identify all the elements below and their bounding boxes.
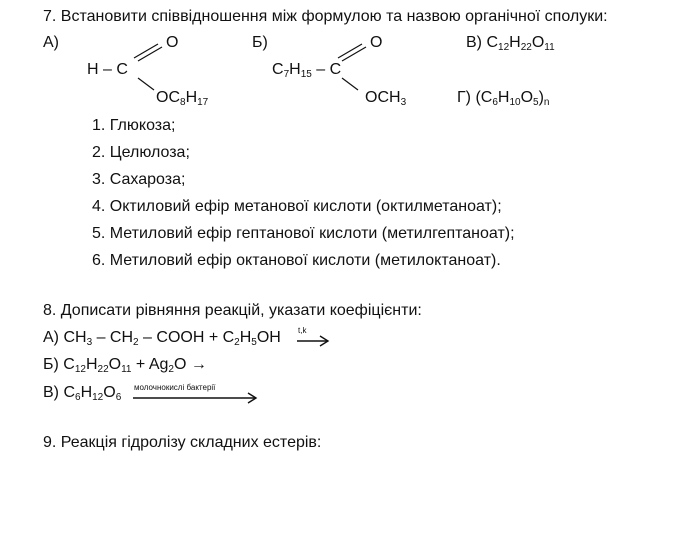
q7-a-oxygen: O bbox=[166, 34, 179, 51]
q7-v-formula: В) $C_{12}H_{22}O_{11}$ bbox=[466, 34, 555, 53]
q7-option-6: 6. Метиловий ефір октанової кислоти (метилоктаноат). bbox=[92, 252, 501, 269]
q7-b-label: Б) bbox=[252, 34, 268, 51]
q7-b-oxygen: O bbox=[370, 34, 383, 51]
q8-a-arrow-icon bbox=[296, 334, 332, 348]
q9-title: 9. Реакція гідролізу складних естерів: bbox=[43, 434, 322, 451]
q7-g-formula: Г) $(C_6H_{10}O_5)_n$ bbox=[457, 89, 550, 108]
q8-title: 8. Дописати рівняння реакцій, указати коефіцієнти: bbox=[43, 302, 422, 319]
q7-option-2: 2. Целюлоза; bbox=[92, 144, 190, 161]
q8-a-equation: А) $CH_3 - CH_2$ – COOH + $C_2H_5OH$ bbox=[43, 329, 281, 348]
q8-b-equation: Б) $C_{12}H_{22}O_{11} + Ag_2O$ → bbox=[43, 356, 207, 375]
q8-v-equation: В) $C_6H_{12}O_6$ bbox=[43, 384, 122, 403]
q7-option-5: 5. Метиловий ефір гептанової кислоти (метилгептаноат); bbox=[92, 225, 515, 242]
q7-option-4: 4. Октиловий ефір метанової кислоти (октилметаноат); bbox=[92, 198, 502, 215]
q7-a-left: H – C bbox=[87, 61, 128, 78]
q7-a-label: А) bbox=[43, 34, 59, 51]
q7-title: 7. Встановити співвідношення між формулою та назвою органічної сполуки: bbox=[43, 8, 608, 25]
q7-option-3: 3. Сахароза; bbox=[92, 171, 186, 188]
q7-option-1: 1. Глюкоза; bbox=[92, 117, 176, 134]
q7-b-bonds bbox=[332, 36, 372, 96]
q8-v-arrow-label: молочнокислі бактерії bbox=[134, 383, 216, 392]
q8-a-arrow-label: t,k bbox=[298, 326, 307, 335]
q8-v-arrow-icon bbox=[132, 391, 260, 405]
q7-a-ester-group: $OC_8H_{17}$ bbox=[156, 89, 209, 108]
q7-a-bonds bbox=[128, 36, 168, 96]
q7-b-left: $C_7H_{15}$ – C bbox=[272, 61, 342, 80]
q7-b-ester: $OCH_3$ bbox=[365, 89, 407, 108]
